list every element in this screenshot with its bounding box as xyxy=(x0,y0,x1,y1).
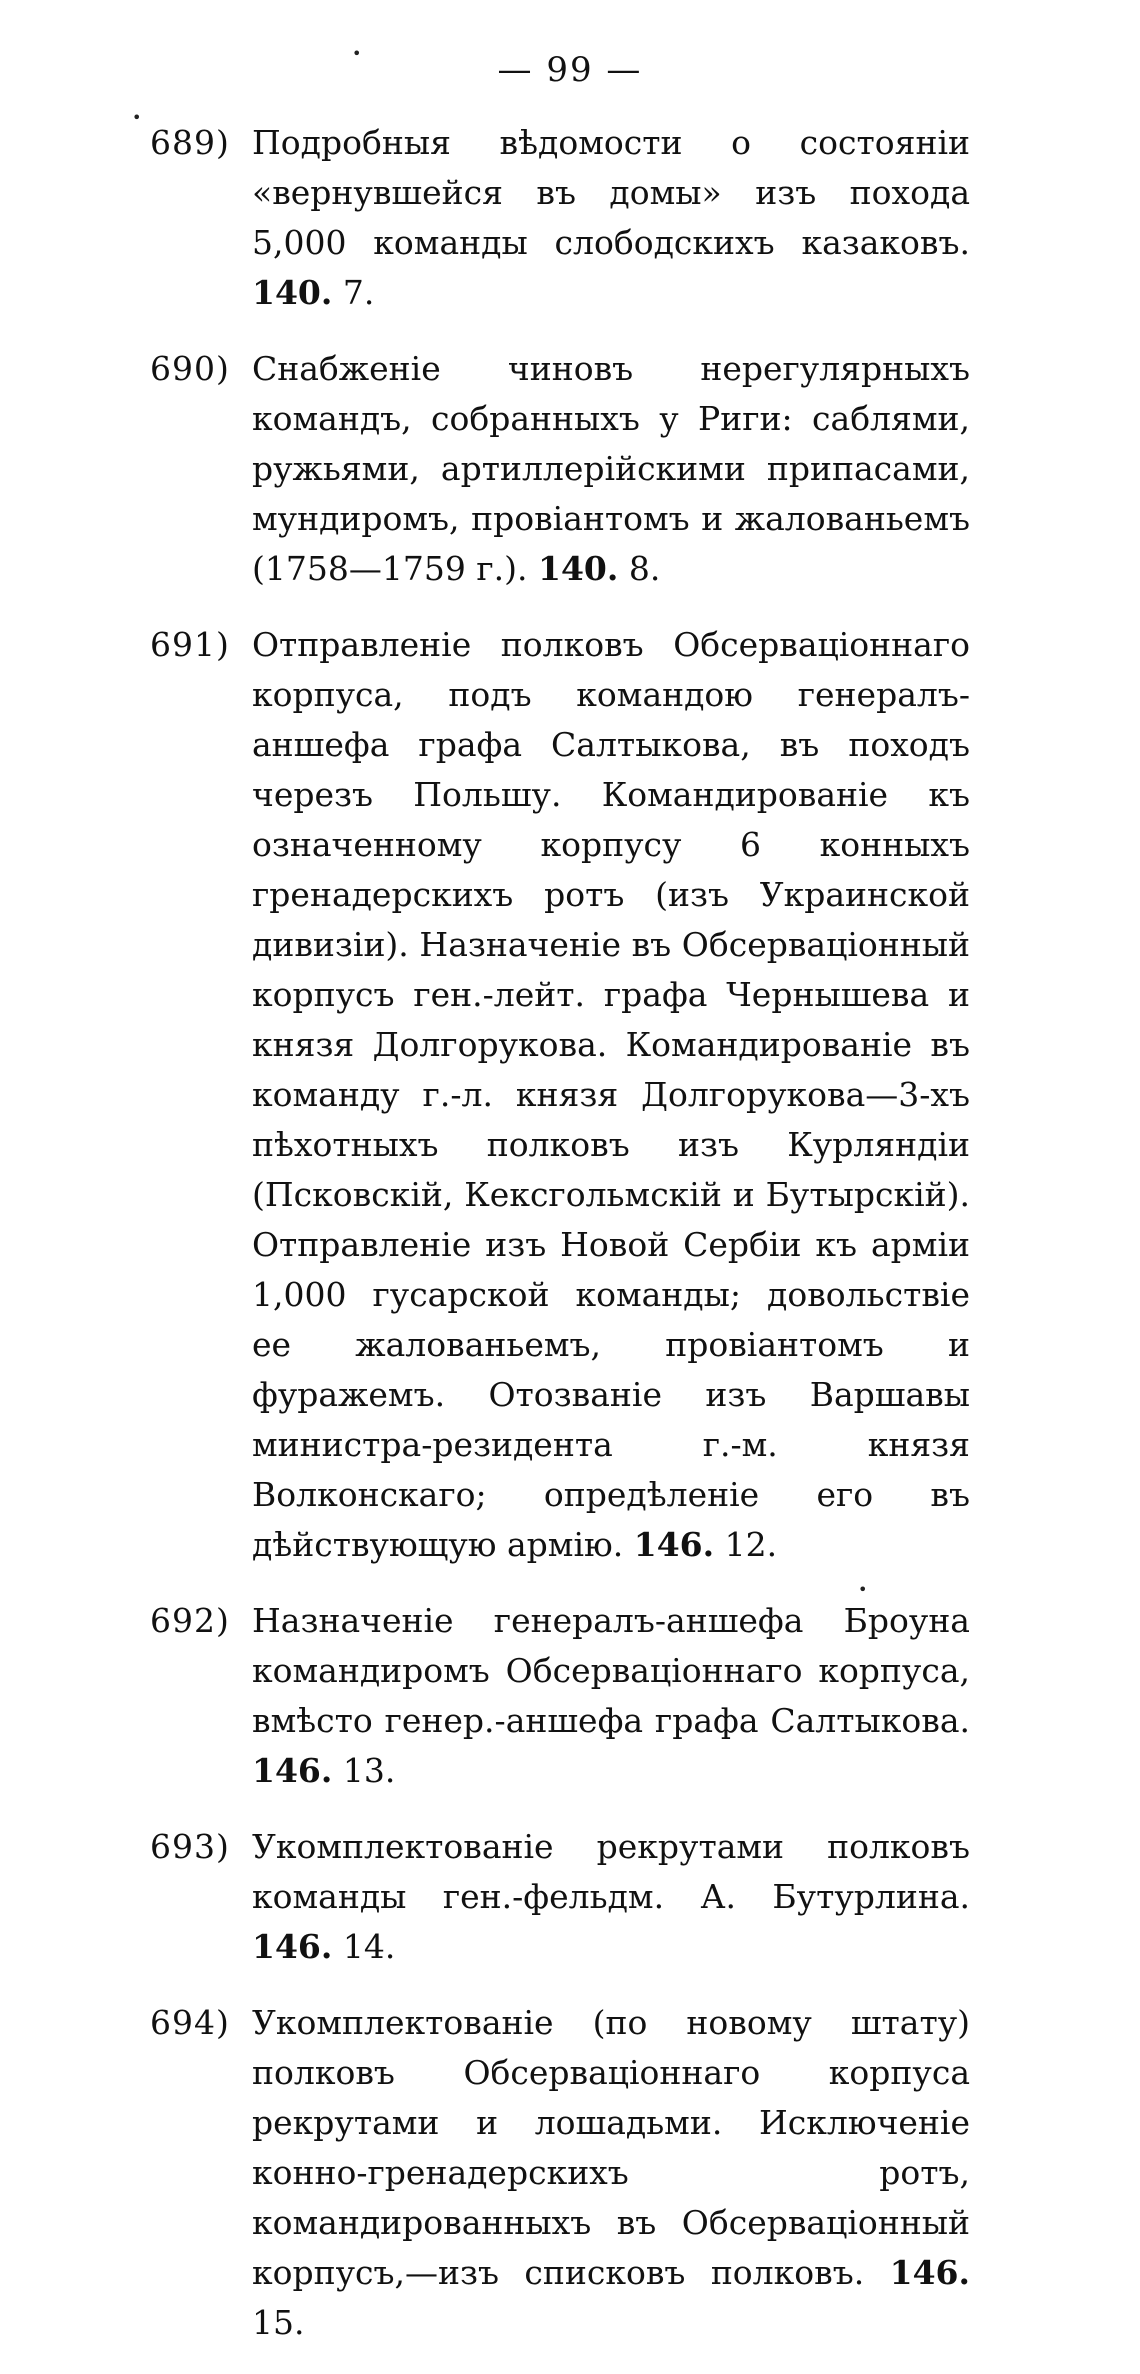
entry-number: 692) xyxy=(150,1601,230,1640)
list-item xyxy=(150,1822,970,1972)
entry-number: 691) xyxy=(150,625,230,664)
entry-ref-item: 7. xyxy=(342,273,375,312)
entry-list xyxy=(150,118,970,2374)
list-item xyxy=(150,1596,970,1796)
entry-ref-item: 12. xyxy=(724,1525,778,1564)
entry-text xyxy=(252,1596,970,1796)
entry-ref-item: 13. xyxy=(342,1751,396,1790)
page-number: — 99 — xyxy=(497,50,643,90)
entry-body: Снабженіе чиновъ нерегулярныхъ командъ, собранныхъ у Риги: саблями, ружьями, артиллерійскими припасами, мундиромъ, провіантомъ и жалованьемъ (1758—1759 г.). xyxy=(252,349,970,588)
list-item xyxy=(150,620,970,1570)
entry-text xyxy=(252,344,970,594)
entry-ref-volume: 146. xyxy=(633,1525,715,1564)
print-speck: • xyxy=(858,1580,868,1599)
entry-text xyxy=(252,118,970,318)
list-item xyxy=(150,1998,970,2348)
entry-text xyxy=(252,1998,970,2348)
list-item xyxy=(150,344,970,594)
entry-number: 693) xyxy=(150,1827,230,1866)
entry-body: Назначеніе генералъ-аншефа Броуна командиромъ Обсерваціоннаго корпуса, вмѣсто генер.-аншефа графа Салтыкова. xyxy=(252,1601,970,1740)
entry-ref-volume: 140. xyxy=(252,273,333,312)
entry-text xyxy=(252,1822,970,1972)
entry-body: Укомплектованіе рекрутами полковъ команды ген.-фельдм. А. Бутурлина. xyxy=(252,1827,970,1916)
print-speck: • xyxy=(352,44,362,63)
entry-number: 689) xyxy=(150,123,230,162)
entry-body: Подробныя вѣдомости о состояніи «вернувшейся въ домы» изъ похода 5,000 команды слободскихъ казаковъ. xyxy=(252,123,970,262)
entry-number: 690) xyxy=(150,349,230,388)
entry-ref-item: 14. xyxy=(342,1927,396,1966)
entry-text xyxy=(252,620,970,1570)
entry-body: Укомплектованіе (по новому штату) полковъ Обсерваціоннаго корпуса рекрутами и лошадьми. Исключеніе конно-гренадерскихъ ротъ, командированныхъ въ Обсерваціонный корпусъ,—изъ списковъ полковъ. xyxy=(252,2003,970,2292)
entry-body: Отправленіе полковъ Обсерваціоннаго корпуса, подъ командою генералъ-аншефа графа Салтыкова, въ походъ черезъ Польшу. Командированіе къ означенному корпусу 6 конныхъ гренадерскихъ ротъ (изъ Украинской дивизіи). Назначеніе въ Обсерваціонный корпусъ ген.-лейт. графа Чернышева и князя Долгорукова. Командированіе въ команду г.-л. князя Долгорукова—3-хъ пѣхотныхъ полковъ изъ Курляндіи (Псковскій, Кексгольмскій и Бутырскій). Отправленіе изъ Новой Сербіи къ арміи 1,000 гусарской команды; довольствіе ее жалованьемъ, провіантомъ и фуражемъ. Отозваніе изъ Варшавы министра-резидента г.-м. князя Волконскаго; опредѣленіе его въ дѣйствующую армію. xyxy=(252,625,970,1564)
entry-number: 694) xyxy=(150,2003,230,2042)
print-speck: • xyxy=(132,108,142,127)
entry-ref-volume: 146. xyxy=(889,2253,970,2292)
entry-ref-volume: 146. xyxy=(252,1927,333,1966)
entry-ref-volume: 140. xyxy=(537,549,619,588)
entry-ref-item: 15. xyxy=(252,2303,305,2342)
entry-ref-item: 8. xyxy=(628,549,661,588)
list-item xyxy=(150,118,970,318)
entry-ref-volume: 146. xyxy=(252,1751,333,1790)
